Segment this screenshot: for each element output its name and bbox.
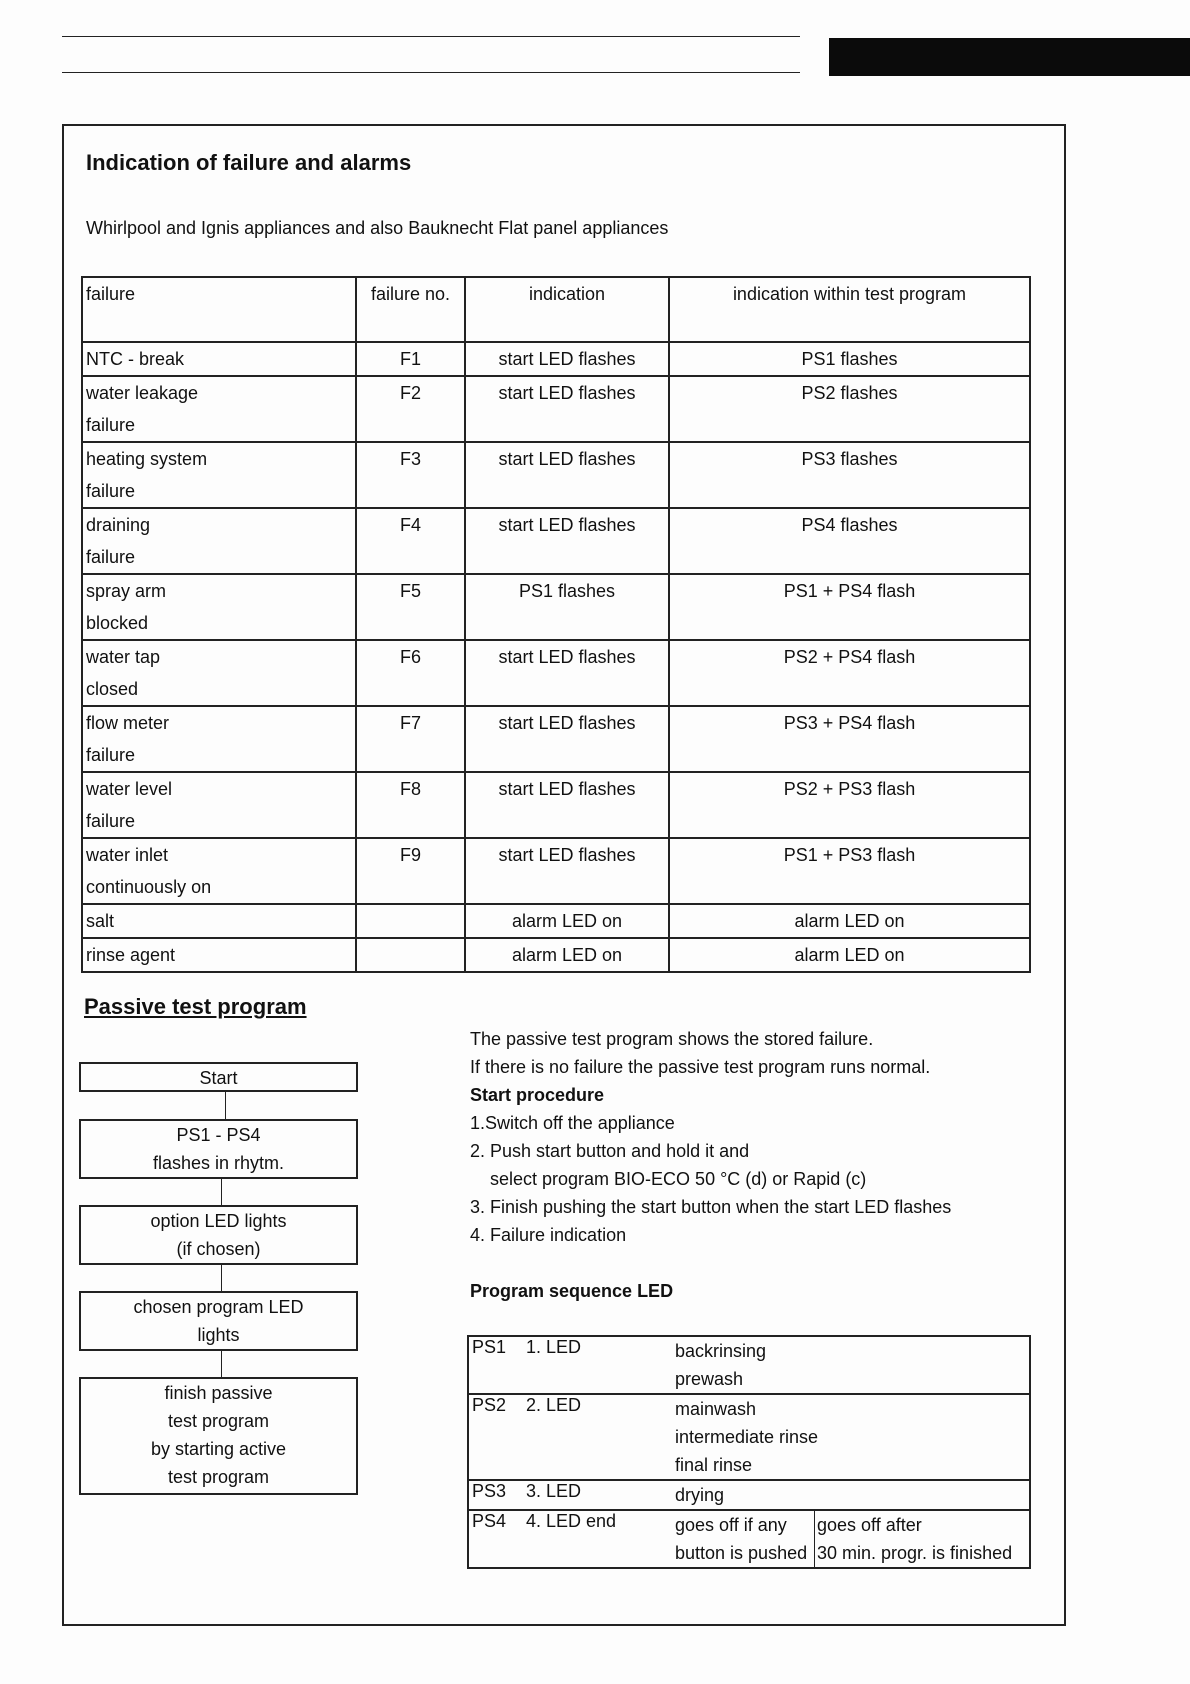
failure-no-cell: F7 [356,706,465,772]
sequence-row-ps1 [469,1337,1029,1395]
failure-no-cell: F2 [356,376,465,442]
sequence-led: 3. LED [526,1481,582,1501]
failure-no-cell: F5 [356,574,465,640]
sequence-key: PS1 [472,1337,507,1357]
table-row [82,640,1030,706]
table-row [82,574,1030,640]
table-header-row [82,277,1030,342]
flow-box-line: flashes in rhytm. [152,1153,285,1173]
table-row [82,442,1030,508]
flow-connector [221,1265,222,1291]
failure-no-cell: F9 [356,838,465,904]
header-black-bar [829,38,1190,76]
test-indication-cell: alarm LED on [669,938,1030,972]
indication-cell: PS1 flashes [465,574,669,640]
column-header: indication within test program [669,277,1030,342]
failure-line: water tap [86,647,161,667]
table-row [82,938,1030,972]
indication-cell: start LED flashes [465,772,669,838]
sequence-step: goes off after [817,1515,922,1535]
column-header: failure no. [356,277,465,342]
failure-line: NTC - break [86,349,185,369]
flow-box [79,1062,358,1092]
failure-no-cell [356,904,465,938]
indication-cell: start LED flashes [465,838,669,904]
flow-box-line: chosen program LED [133,1297,304,1317]
procedure-step: 3. Finish pushing the start button when the start LED flashes [470,1197,952,1217]
failure-no-cell: F3 [356,442,465,508]
failure-no-cell: F8 [356,772,465,838]
flow-box-line: Start [199,1068,238,1088]
failure-line: failure [86,547,136,567]
failure-cell [82,706,356,772]
table-row [82,508,1030,574]
indication-cell: start LED flashes [465,442,669,508]
description-line: The passive test program shows the stored failure. [470,1029,874,1049]
section-subtitle: Whirlpool and Ignis appliances and also Bauknecht Flat panel appliances [86,218,669,238]
sequence-step: prewash [675,1369,744,1389]
sequence-step: 30 min. progr. is finished [817,1543,1013,1563]
indication-cell: alarm LED on [465,938,669,972]
failure-line: failure [86,481,136,501]
indication-cell: start LED flashes [465,342,669,376]
failure-cell [82,342,356,376]
failure-no-cell: F1 [356,342,465,376]
failure-cell [82,938,356,972]
failure-line: failure [86,811,136,831]
sequence-row-ps3 [469,1481,1029,1511]
procedure-title: Start procedure [470,1085,605,1105]
failure-table [81,276,1031,973]
sequence-led: 4. LED end [526,1511,617,1531]
failure-line: flow meter [86,713,170,733]
indication-cell: start LED flashes [465,508,669,574]
failure-cell [82,838,356,904]
failure-line: blocked [86,613,149,633]
procedure-step: 4. Failure indication [470,1225,627,1245]
sequence-led: 2. LED [526,1395,582,1415]
procedure-step: 2. Push start button and hold it and [470,1141,750,1161]
failure-line: water inlet [86,845,169,865]
test-indication-cell: PS2 + PS3 flash [669,772,1030,838]
table-row [82,772,1030,838]
section-title: Indication of failure and alarms [86,150,412,175]
procedure-step: select program BIO-ECO 50 °C (d) or Rapid (c) [490,1169,867,1189]
sequence-key: PS4 [472,1511,507,1531]
sequence-step: button is pushed [675,1543,808,1563]
flow-box-line: (if chosen) [176,1239,261,1259]
failure-line: failure [86,415,136,435]
test-indication-cell: PS2 flashes [669,376,1030,442]
test-indication-cell: PS3 + PS4 flash [669,706,1030,772]
sequence-title: Program sequence LED [470,1281,674,1301]
failure-cell [82,508,356,574]
table-row [82,838,1030,904]
header-rule-top [62,36,800,37]
test-indication-cell: alarm LED on [669,904,1030,938]
failure-cell [82,640,356,706]
failure-line: salt [86,911,115,931]
failure-cell [82,376,356,442]
sequence-step: final rinse [675,1455,753,1475]
failure-line: spray arm [86,581,167,601]
flow-connector [221,1351,222,1377]
flow-box-line: lights [197,1325,240,1345]
sequence-step: intermediate rinse [675,1427,819,1447]
failure-line: failure [86,745,136,765]
flow-box-line: PS1 - PS4 [176,1125,261,1145]
failure-line: draining [86,515,151,535]
indication-cell: start LED flashes [465,640,669,706]
flow-box-line: option LED lights [150,1211,287,1231]
failure-cell [82,772,356,838]
test-indication-cell: PS1 flashes [669,342,1030,376]
failure-no-cell [356,938,465,972]
sequence-key: PS3 [472,1481,507,1501]
flow-box-line: finish passive [164,1383,273,1403]
sequence-step: goes off if any [675,1515,787,1535]
table-row [82,904,1030,938]
flow-box-line: test program [167,1467,270,1487]
sequence-led: 1. LED [526,1337,582,1357]
sequence-key: PS2 [472,1395,507,1415]
test-indication-cell: PS2 + PS4 flash [669,640,1030,706]
sequence-step: backrinsing [675,1341,767,1361]
indication-cell: start LED flashes [465,706,669,772]
flow-box [79,1205,358,1265]
header-rule-bottom [62,72,800,73]
failure-no-cell: F4 [356,508,465,574]
description-line: If there is no failure the passive test program runs normal. [470,1057,931,1077]
sequence-table [467,1335,1031,1569]
table-row [82,342,1030,376]
flow-box [79,1377,358,1495]
indication-cell: start LED flashes [465,376,669,442]
failure-line: closed [86,679,139,699]
flow-connector [221,1179,222,1205]
flow-connector [225,1092,226,1119]
column-header: indication [465,277,669,342]
procedure-text [470,1025,951,1249]
failure-line: water level [86,779,173,799]
sequence-step: mainwash [675,1399,757,1419]
test-indication-cell: PS1 + PS4 flash [669,574,1030,640]
failure-cell [82,442,356,508]
failure-cell [82,904,356,938]
failure-line: water leakage [86,383,199,403]
sequence-row-ps2 [469,1395,1029,1481]
flow-box-line: test program [167,1411,270,1431]
test-indication-cell: PS4 flashes [669,508,1030,574]
test-indication-cell: PS3 flashes [669,442,1030,508]
failure-line: continuously on [86,877,212,897]
table-row [82,706,1030,772]
sequence-step: drying [675,1485,725,1505]
flow-box [79,1119,358,1179]
passive-test-title: Passive test program [84,994,307,1019]
sequence-row-ps4 [469,1511,1029,1567]
failure-no-cell: F6 [356,640,465,706]
failure-cell [82,574,356,640]
test-indication-cell: PS1 + PS3 flash [669,838,1030,904]
flow-box-line: by starting active [150,1439,287,1459]
failure-line: heating system [86,449,208,469]
column-divider [814,1511,815,1567]
table-row [82,376,1030,442]
indication-cell: alarm LED on [465,904,669,938]
flow-box [79,1291,358,1351]
procedure-step: 1.Switch off the appliance [470,1113,675,1133]
column-header: failure [82,277,356,342]
failure-line: rinse agent [86,945,176,965]
